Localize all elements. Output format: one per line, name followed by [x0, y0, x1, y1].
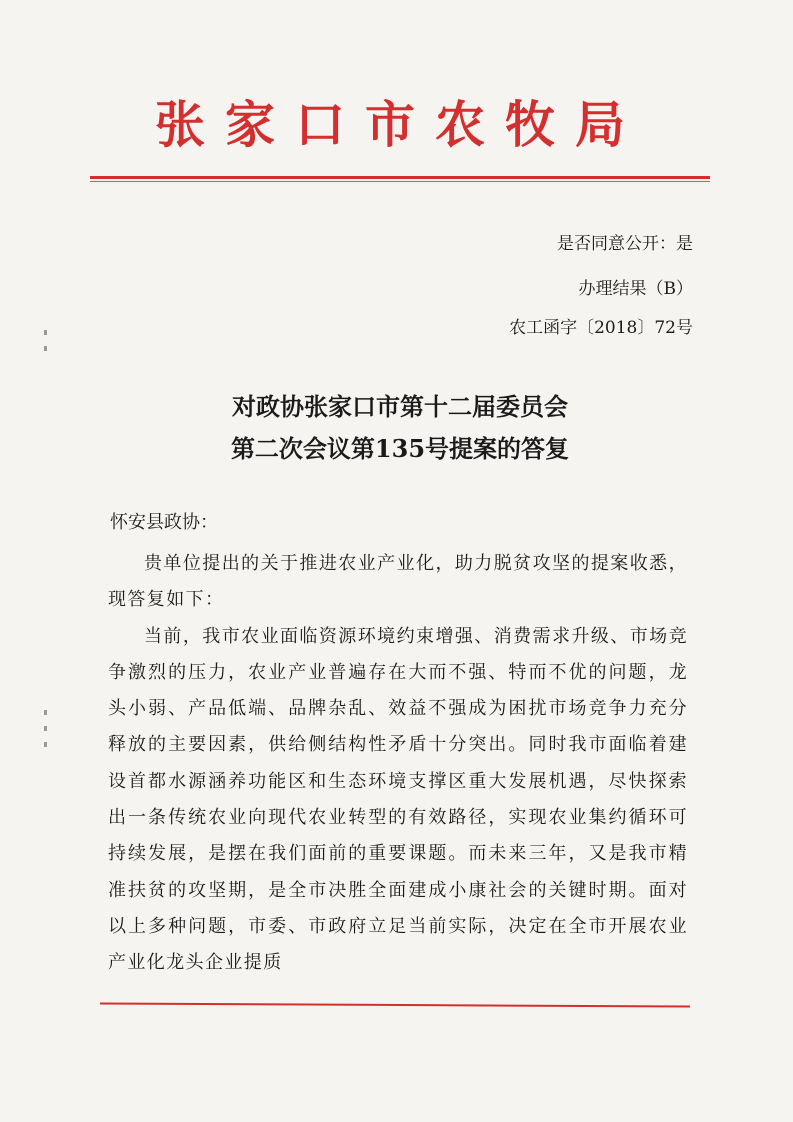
footer-rule [100, 1002, 690, 1007]
disclosure-status: 是否同意公开：是 [557, 234, 693, 254]
handling-result: 办理结果（B） [578, 279, 693, 299]
addressee: 怀安县政协： [110, 512, 218, 533]
letterhead-rule-thin [90, 181, 710, 182]
binding-mark [44, 742, 47, 747]
document-number: 农工函字〔2018〕72号 [509, 318, 693, 338]
binding-mark [44, 726, 47, 731]
document-title [150, 386, 650, 470]
letterhead-title: 张家口市农牧局 [155, 95, 645, 154]
letterhead-rule [90, 176, 710, 179]
document-title-line2: 第二次会议第135号提案的答复 [230, 434, 570, 463]
body-text [108, 546, 688, 982]
binding-mark [44, 346, 47, 351]
binding-mark [44, 710, 47, 715]
body-paragraph-1: 贵单位提出的关于推进农业产业化，助力脱贫攻坚的提案收悉，现答复如下： [108, 553, 688, 611]
document-title-line1: 对政协张家口市第十二届委员会 [232, 392, 568, 421]
body-paragraph-2: 当前，我市农业面临资源环境约束增强、消费需求升级、市场竞争激烈的压力，农业产业普遍存在大而不强、特而不优的问题，龙头小弱、产品低端、品牌杂乱、效益不强成为困扰市场竞争力充分释放的主要因素，供给侧结构性矛盾十分突出。同时我市面临着建设首都水源涵养功能区和生态环境支撑区重大发展机遇，尽快探索出一条传统农业向现代农业转型的有效路径，实现农业集约循环可持续发展，是摆在我们面前的重要课题。而未来三年，又是我市精准扶贫的攻坚期，是全市决胜全面建成小康社会的关键时期。面对以上多种问题，市委、市政府立足当前实际，决定在全市开展农业产业化龙头企业提质 [108, 625, 688, 974]
binding-mark [44, 330, 47, 335]
